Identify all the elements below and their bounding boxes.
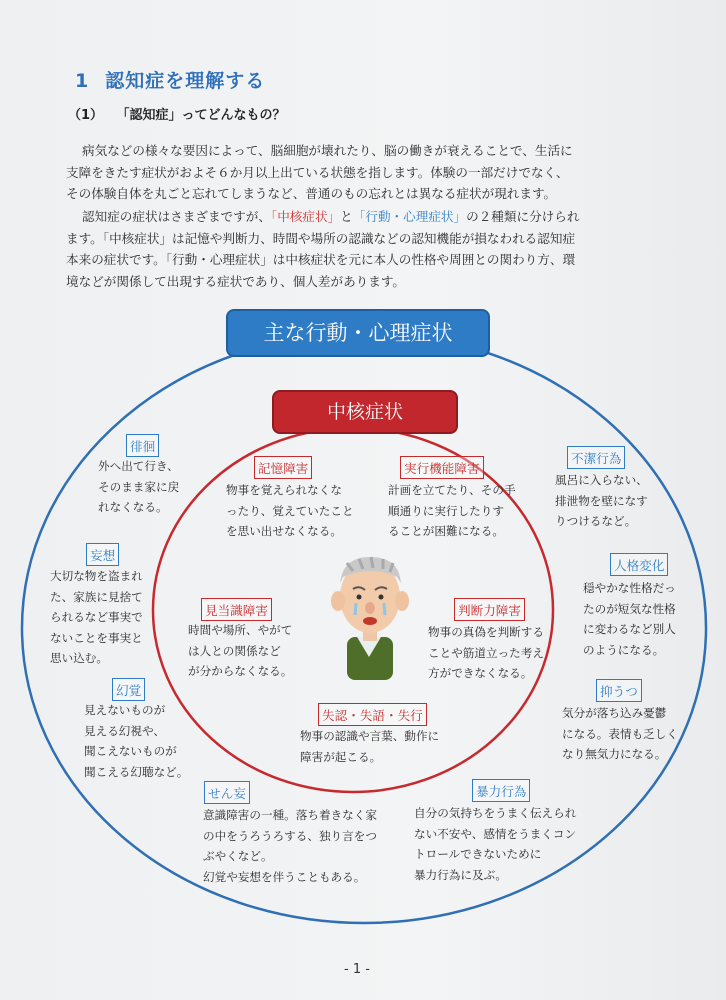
delirium-text: 意識障害の一種。落ち着きなく家 の中をうろうろする、独り言をつ ぶやくなど。 幻覚や妄想を伴うこともある。 bbox=[203, 808, 377, 884]
bpsd-title-banner: 主な行動・心理症状 bbox=[226, 309, 490, 357]
paragraph-line: 境などが関係して出現する症状であり、個人差があります。 bbox=[66, 273, 406, 289]
unclean-behavior-text: 風呂に入らない、 排泄物を壁になす りつけるなど。 bbox=[555, 473, 648, 528]
disorientation-label: 見当識障害 bbox=[201, 598, 272, 621]
core-symptom-term: 「中核症状」 bbox=[270, 209, 341, 224]
judgment-impairment-label: 判断力障害 bbox=[454, 598, 525, 621]
paragraph-line: 認知症の症状はさまざまですが、「中核症状」と「行動・心理症状」の２種類に分けられ bbox=[82, 209, 580, 224]
agnosia-aphasia-apraxia-label: 失認・失語・失行 bbox=[318, 703, 427, 726]
personality-change-label: 人格変化 bbox=[610, 553, 668, 576]
hallucination-label: 幻覚 bbox=[112, 678, 145, 701]
paragraph-line: 本来の症状です。「行動・心理症状」は中核症状を元に本人の性格や周囲との関わり方、環 bbox=[66, 252, 576, 267]
bpsd-term: 「行動・心理症状」 bbox=[352, 209, 467, 224]
section-number: 1 bbox=[75, 70, 90, 92]
unclean-behavior-label: 不潔行為 bbox=[567, 446, 625, 469]
personality-change-text: 穏やかな性格だっ たのが短気な性格 に変わるなど別人 のようになる。 bbox=[583, 581, 676, 657]
paragraph-line: その体験自体を丸ごと忘れてしまうなど、普通のもの忘れとは異なる症状が現れます。 bbox=[66, 186, 557, 201]
depression-label: 抑うつ bbox=[596, 679, 642, 702]
page-number: - 1 - bbox=[344, 962, 370, 977]
elderly-man-illustration bbox=[313, 545, 425, 680]
violence-text: 自分の気持ちをうまく伝えられ ない不安や、感情をうまくコン トロールできないために 暴力行為に及ぶ。 bbox=[414, 806, 577, 882]
executive-dysfunction-text: 計画を立てたり、その手 順通りに実行したりす ることが困難になる。 bbox=[388, 483, 516, 538]
memory-impairment-label: 記憶障害 bbox=[254, 456, 312, 479]
hallucination-text: 見えないものが 見える幻視や、 聞こえないものが 聞こえる幻聴など。 bbox=[84, 703, 189, 779]
subsection-number: （1） bbox=[68, 108, 104, 123]
paragraph-line: 支障をきたす症状がおよそ６か月以上出ている状態を指します。体験の一部だけでなく、 bbox=[66, 164, 569, 180]
depression-text: 気分が落ち込み憂鬱 になる。表情も乏しく なり無気力になる。 bbox=[562, 706, 678, 761]
agnosia-aphasia-apraxia-text: 物事の認識や言葉、動作に 障害が起こる。 bbox=[300, 729, 440, 764]
paragraph-line: ます。「中核症状」は記憶や判断力、時間や場所の認識などの認知機能が損なわれる認知症 bbox=[66, 230, 576, 246]
executive-dysfunction-label: 実行機能障害 bbox=[400, 456, 484, 479]
delusion-label: 妄想 bbox=[86, 543, 119, 566]
delirium-label: せん妄 bbox=[204, 781, 250, 804]
memory-impairment-text: 物事を覚えられなくな ったり、覚えていたこと を思い出せなくなる。 bbox=[226, 483, 354, 538]
section-title: 認知症を理解する bbox=[105, 70, 266, 92]
core-title-banner: 中核症状 bbox=[272, 390, 458, 434]
paragraph-line: 病気などの様々な要因によって、脳細胞が壊れたり、脳の働きが衰えることで、生活に bbox=[82, 143, 573, 158]
disorientation-text: 時間や場所、やがて は人との関係など が分からなくなる。 bbox=[188, 623, 293, 678]
judgment-impairment-text: 物事の真偽を判断する ことや筋道立った考え 方ができなくなる。 bbox=[428, 625, 544, 680]
subsection-title: 「認知症」ってどんなもの？ bbox=[123, 108, 286, 123]
violence-label: 暴力行為 bbox=[472, 779, 530, 802]
delusion-text: 大切な物を盗まれ た、家族に見捨て られるなど事実で ないことを事実と 思い込む。 bbox=[50, 569, 143, 665]
wandering-text: 外へ出て行き、 そのまま家に戻 れなくなる。 bbox=[98, 459, 180, 514]
wandering-label: 徘徊 bbox=[126, 434, 159, 457]
